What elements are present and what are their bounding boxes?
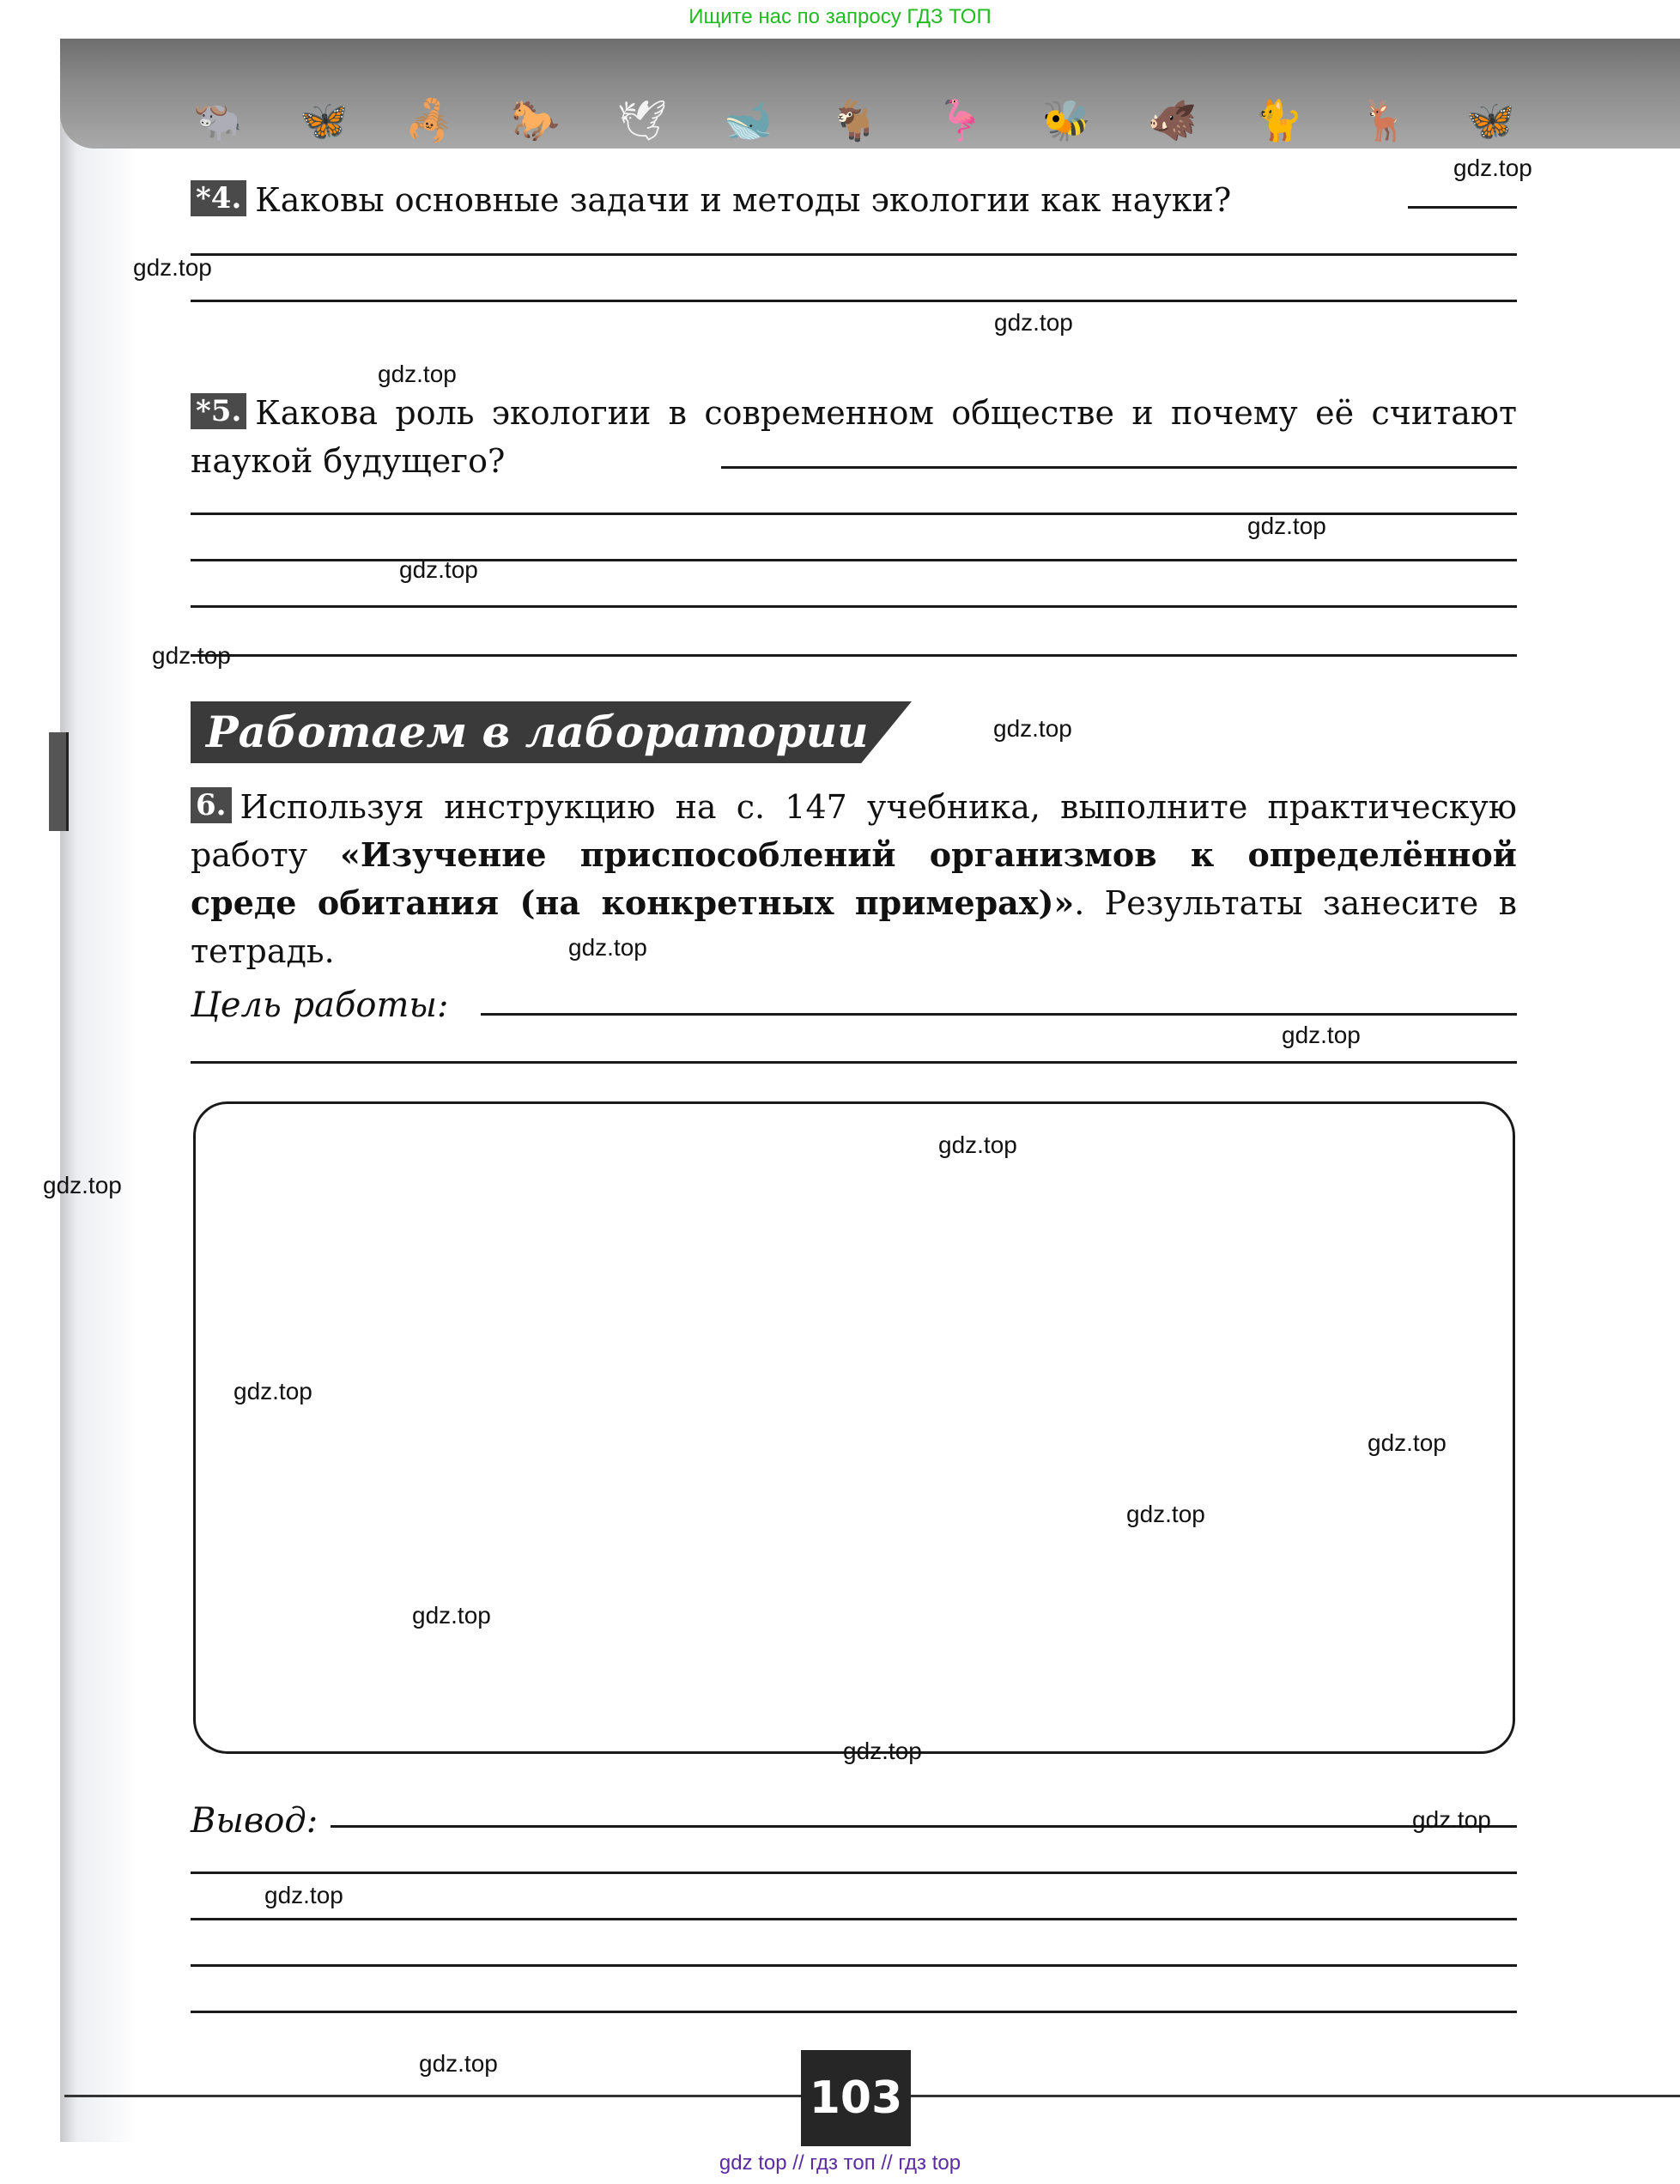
question-4 xyxy=(191,176,1517,224)
answer-line[interactable] xyxy=(721,466,1517,469)
butterfly-icon: 🦋 xyxy=(1465,97,1515,143)
goal-label: Цель работы: xyxy=(191,986,449,1025)
results-answer-box[interactable] xyxy=(193,1101,1515,1754)
question-text: Какова роль экологии в современном обществе и почему её считают наукой будущего? xyxy=(191,394,1517,480)
watermark: gdz.top xyxy=(993,715,1072,742)
answer-line[interactable] xyxy=(191,559,1517,561)
conclusion-answer-line[interactable] xyxy=(191,2011,1517,2013)
task-text: Используя инструкцию на с. 147 учебника, выполните практическую работу xyxy=(191,788,1517,874)
bottom-banner: gdz top // гдз топ // гдз top xyxy=(719,2151,961,2175)
goat-icon: 🐐 xyxy=(829,97,880,143)
watermark: gdz.top xyxy=(994,309,1073,336)
heron-icon: 🦩 xyxy=(936,97,986,143)
task-text-end: . Результаты занесите в тетрадь. xyxy=(191,884,1517,970)
lab-section-title: Работаем в лаборатории xyxy=(206,707,869,757)
animal-silhouettes-row xyxy=(193,94,1515,146)
task-6 xyxy=(191,783,1517,975)
cat-icon: 🐈 xyxy=(1253,97,1303,143)
watermark: gdz.top xyxy=(843,1738,922,1764)
watermark: gdz.top xyxy=(419,2050,498,2077)
whale-icon: 🐋 xyxy=(724,97,773,143)
watermark: gdz.top xyxy=(1368,1429,1446,1456)
watermark: gdz.top xyxy=(378,361,457,387)
conclusion-answer-line[interactable] xyxy=(191,1964,1517,1967)
insect-icon: 🐝 xyxy=(1041,97,1092,143)
top-banner: Ищите нас по запросу ГДЗ ТОП xyxy=(688,5,992,28)
watermark: gdz.top xyxy=(152,642,231,669)
conclusion-answer-line[interactable] xyxy=(191,1918,1517,1920)
answer-line[interactable] xyxy=(191,253,1517,256)
watermark: gdz.top xyxy=(1126,1501,1205,1527)
answer-line[interactable] xyxy=(1408,206,1517,209)
antelope-icon: 🦌 xyxy=(1360,97,1410,143)
watermark: gdz.top xyxy=(1282,1022,1361,1048)
watermark: gdz.top xyxy=(133,254,212,281)
watermark: gdz.top xyxy=(264,1882,343,1908)
watermark: gdz.top xyxy=(412,1602,491,1629)
watermark: gdz.top xyxy=(43,1172,122,1198)
butterfly-icon: 🦋 xyxy=(299,97,349,143)
watermark: gdz.top xyxy=(568,934,647,961)
boar-icon: 🐗 xyxy=(1148,97,1198,143)
question-number: *5. xyxy=(191,393,246,429)
conclusion-label: Вывод: xyxy=(191,1801,318,1841)
spine-tab xyxy=(49,732,69,831)
answer-line[interactable] xyxy=(191,605,1517,608)
watermark: gdz.top xyxy=(234,1378,312,1404)
conclusion-answer-line[interactable] xyxy=(331,1825,1517,1828)
scorpion-icon: 🦂 xyxy=(404,97,455,143)
answer-line[interactable] xyxy=(191,300,1517,302)
watermark: gdz.top xyxy=(1412,1806,1491,1833)
question-number: *4. xyxy=(191,180,246,216)
watermark: gdz.top xyxy=(938,1131,1017,1158)
task-title: «Изучение приспособлений организмов к определённой среде обитания (на конкретных примерах)» xyxy=(191,835,1517,922)
answer-line[interactable] xyxy=(191,654,1517,657)
task-number: 6. xyxy=(191,787,232,823)
goal-answer-line[interactable] xyxy=(481,1013,1517,1016)
watermark: gdz.top xyxy=(399,556,478,583)
goal-answer-line[interactable] xyxy=(191,1061,1517,1064)
horse-icon: 🐎 xyxy=(511,97,561,143)
watermark: gdz.top xyxy=(1453,155,1532,181)
bison-icon: 🐃 xyxy=(193,97,243,143)
bird-icon: 🕊 xyxy=(616,97,668,143)
conclusion-answer-line[interactable] xyxy=(191,1872,1517,1874)
page-number: 103 xyxy=(801,2050,911,2146)
question-text: Каковы основные задачи и методы экологии как науки? xyxy=(255,181,1232,219)
watermark: gdz.top xyxy=(1247,513,1326,539)
question-5 xyxy=(191,389,1517,485)
